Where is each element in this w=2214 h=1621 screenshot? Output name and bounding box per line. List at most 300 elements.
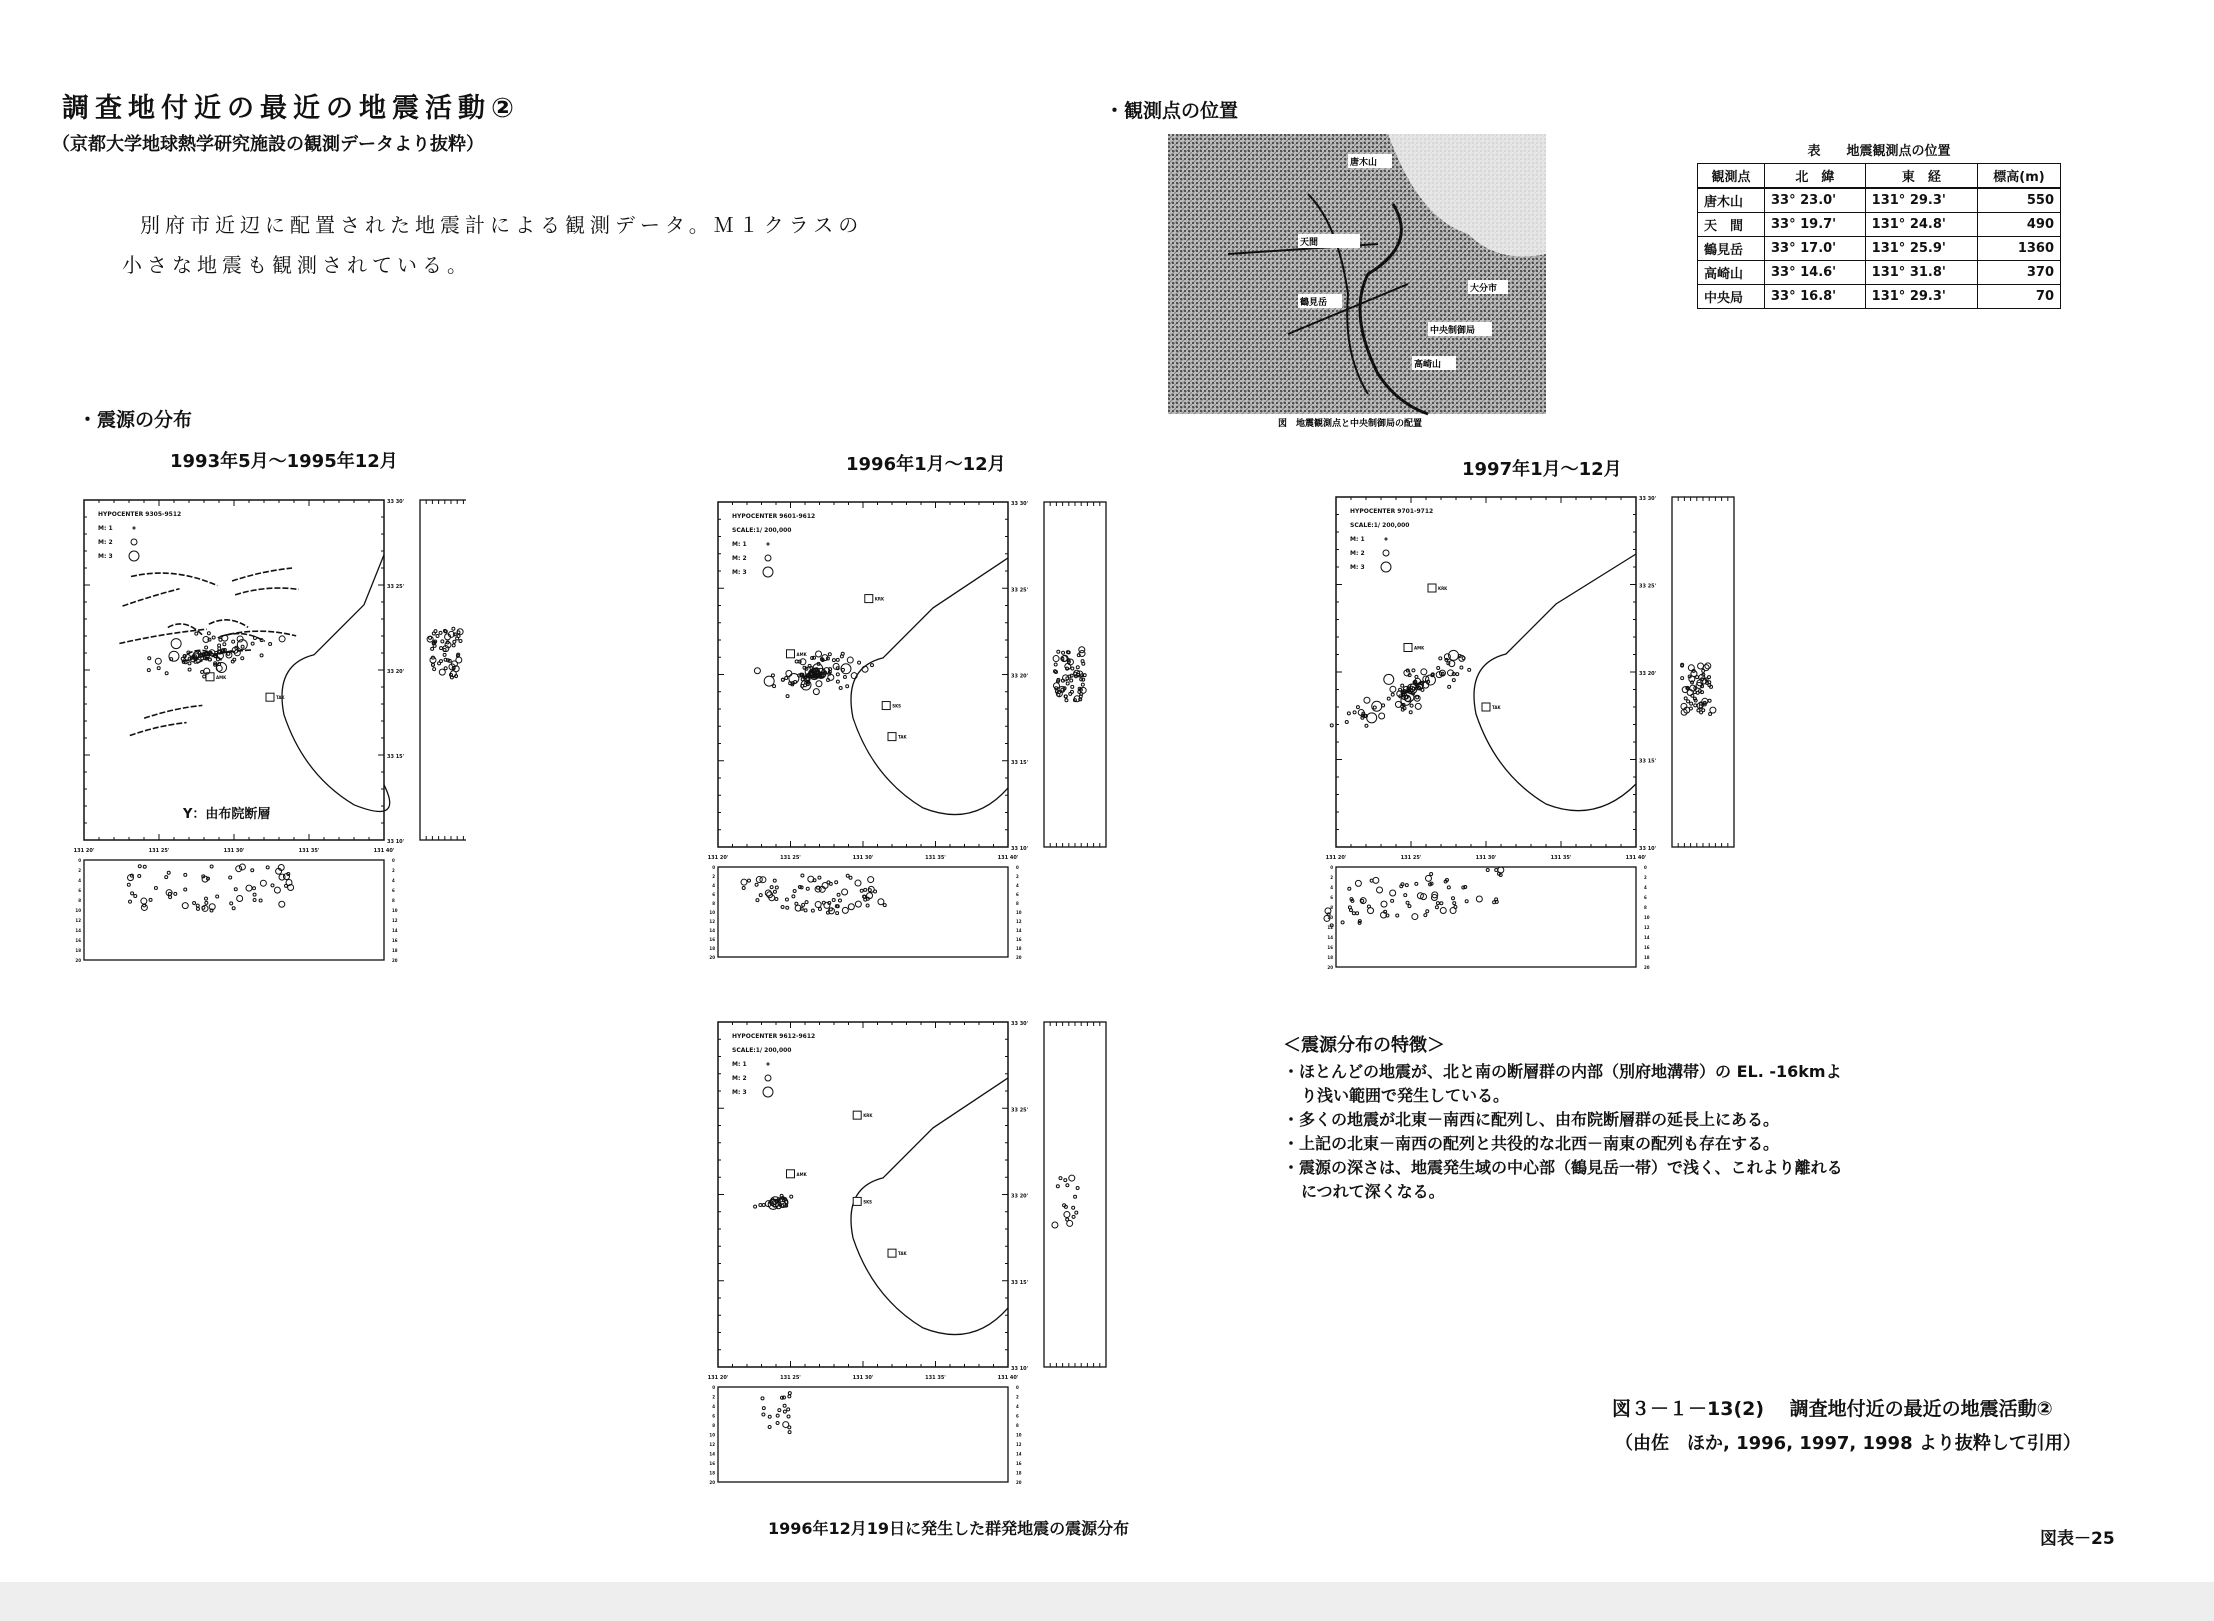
hypocenter-point [868, 889, 871, 892]
panel-scale: SCALE:1/ 200,000 [732, 527, 792, 534]
lon-tick-label: 131 25' [780, 1375, 801, 1381]
hypocenter-point [456, 657, 462, 663]
epicenter-point [847, 657, 853, 663]
hypocenter-point [184, 873, 187, 876]
hypocenter-point [826, 911, 829, 914]
hypocenter-point [835, 881, 838, 884]
epicenter-point [1330, 724, 1333, 727]
epicenter-point [828, 653, 831, 656]
feature-item: ・震源の深さは、地震発生域の中心部（鶴見岳一帯）で浅く、これより離れるにつれて深くなる。 [1283, 1158, 1843, 1201]
hypocenter-point [1373, 877, 1379, 883]
hypocenter-point [446, 641, 449, 644]
hypocenter-point [818, 876, 821, 879]
legend-symbol [763, 567, 773, 577]
epicenter-point [1382, 704, 1385, 707]
hypocenter-point [788, 1395, 791, 1398]
hypocenter-point [184, 888, 187, 891]
station-marker [787, 650, 795, 658]
hypocenter-point [756, 899, 759, 902]
hypocenter-point [239, 864, 245, 870]
epicenter-point [1364, 697, 1370, 703]
hypocenter-point [822, 901, 825, 904]
hypocenter-point [1390, 890, 1396, 896]
station-code: TAK [898, 1251, 907, 1257]
hypocenter-point [134, 895, 137, 898]
depth-tick-label: 2 [1016, 1394, 1019, 1400]
epicenter-point [773, 685, 776, 688]
map-label-karakiyama: 唐木山 [1350, 158, 1378, 168]
hypocenter-point [432, 632, 435, 635]
hypocenter-point [1361, 899, 1364, 902]
station-table-cell: 490 [1977, 213, 2060, 237]
station-marker [787, 1170, 795, 1178]
hypocenter-point [775, 897, 778, 900]
hypocenter-point [1064, 1205, 1067, 1208]
hypocenter-point [1070, 679, 1073, 682]
hypocenter-point [1348, 906, 1351, 909]
hypocenter-point [1687, 700, 1690, 703]
depth-tick-label: 14 [1327, 935, 1333, 940]
hypocenter-point [1698, 690, 1701, 693]
hypocenter-point [842, 907, 848, 913]
station-table-row [1698, 213, 2061, 237]
station-marker [853, 1197, 861, 1205]
depth-tick-label: 14 [709, 928, 715, 933]
hypocenter-point [1072, 1206, 1075, 1209]
hypocenter-point [773, 890, 776, 893]
lat-tick-label: 33 10' [387, 839, 405, 845]
hypocenter-point [770, 886, 773, 889]
hypocenter-point [149, 898, 152, 901]
epicenter-point [836, 680, 839, 683]
station-table-cell: 131° 24.8' [1865, 213, 1977, 237]
hypocenter-panel-3 [1318, 485, 1798, 985]
legend-label: M: 1 [732, 1061, 747, 1068]
station-table-caption: 表 地震観測点の位置 [1807, 144, 1951, 159]
hypocenter-point [127, 883, 130, 886]
epicenter-point [203, 675, 206, 678]
depth-tick-label: 20 [1644, 965, 1650, 970]
hypocenter-point [1054, 663, 1057, 666]
epicenter-point [816, 681, 822, 687]
lon-tick-label: 131 40' [373, 848, 395, 854]
hypocenter-point [167, 871, 170, 874]
fault-line [209, 620, 248, 627]
depth-tick-label: 12 [1016, 919, 1022, 924]
lat-tick-label: 33 25' [387, 584, 405, 590]
station-table-cell: 鶴見岳 [1698, 237, 1765, 261]
hypocenter-point [1075, 1211, 1078, 1214]
hypocenter-point [443, 653, 446, 656]
epicenter-point [155, 658, 161, 664]
depth-tick-label: 18 [1016, 946, 1022, 951]
lon-tick-label: 131 40' [997, 1375, 1019, 1381]
epicenter-point [218, 644, 221, 647]
epicenter-point [207, 632, 210, 635]
depth-tick-label: 16 [1644, 945, 1650, 950]
hypocenter-point [439, 631, 442, 634]
depth-tick-label: 0 [712, 1385, 715, 1390]
epicenter-point [241, 645, 244, 648]
depth-tick-label: 20 [75, 958, 81, 963]
hypocenter-point [1081, 683, 1084, 686]
lat-tick-label: 33 25' [1639, 583, 1657, 590]
station-code: KRK [863, 1113, 873, 1119]
hypocenter-point [837, 893, 840, 896]
station-table-cell: 天 間 [1698, 213, 1765, 237]
legend-label: M: 2 [98, 539, 113, 546]
hypocenter-point [1440, 908, 1446, 914]
hypocenter-point [855, 880, 861, 886]
epicenter-point [1405, 696, 1408, 699]
legend-label: M: 3 [98, 553, 113, 560]
hypocenter-point [1076, 666, 1079, 669]
epicenter-point [1367, 713, 1377, 723]
epicenter-point [269, 643, 272, 646]
lat-tick-label: 33 15' [1639, 758, 1657, 765]
depth-tick-label: 0 [392, 858, 395, 863]
hypocenter-point [131, 892, 134, 895]
depth-tick-label: 12 [1327, 925, 1333, 930]
hypocenter-panel-4 [700, 1010, 1170, 1510]
epicenter-point [1409, 711, 1412, 714]
depth-tick-label: 4 [1644, 885, 1647, 890]
station-table-header-cell: 標高(m) [1977, 164, 2060, 189]
hypocenter-point [433, 668, 436, 671]
depth-tick-label: 10 [709, 910, 715, 915]
hypocenter-point [279, 874, 285, 880]
station-table-cell: 33° 23.0' [1764, 188, 1865, 213]
coastline [851, 1078, 1008, 1335]
depth-tick-label: 6 [1016, 892, 1019, 897]
station-table-cell: 唐木山 [1698, 188, 1765, 213]
epicenter-point [170, 658, 173, 661]
epicenter-point [829, 668, 832, 671]
epicenter-point [188, 668, 191, 671]
hypocenter-point [1699, 705, 1702, 708]
hypocenter-point [788, 1392, 791, 1395]
hypocenter-point [801, 874, 804, 877]
depth-tick-label: 2 [78, 868, 81, 873]
hypocenter-point [855, 901, 861, 907]
hypocenter-point [1066, 667, 1069, 670]
hypocenter-point [1430, 873, 1433, 876]
hypocenter-point [444, 667, 447, 670]
epicenter-point [1387, 697, 1390, 700]
epicenter-point [808, 664, 811, 667]
fault-line [235, 588, 299, 595]
panel-header: HYPOCENTER 9601-9612 [732, 513, 816, 520]
epicenter-point [227, 652, 230, 655]
hypocenter-point [1415, 882, 1418, 885]
epicenter-point [195, 632, 198, 635]
depth-tick-label: 12 [709, 1442, 715, 1447]
depth-tick-label: 8 [1016, 901, 1019, 906]
hypocenter-point [1069, 1175, 1075, 1181]
lon-tick-label: 131 40' [1625, 855, 1647, 861]
epicenter-point [218, 662, 221, 665]
hypocenter-point [1066, 1184, 1069, 1187]
hypocenter-point [1486, 869, 1489, 872]
station-table-cell: 370 [1977, 261, 2060, 285]
epicenter-point [1391, 693, 1394, 696]
hypocenter-point [1710, 685, 1713, 688]
page-title: 調査地付近の最近の地震活動② [62, 93, 520, 124]
station-table-cell: 33° 16.8' [1764, 285, 1865, 309]
hypocenter-point [1694, 704, 1697, 707]
depth-tick-label: 10 [1016, 1432, 1022, 1438]
hypocenter-point [783, 1422, 789, 1428]
hypocenter-point [1408, 905, 1411, 908]
depth-tick-label: 2 [392, 868, 395, 873]
depth-tick-label: 18 [709, 946, 715, 951]
hypocenter-point [1082, 678, 1085, 681]
station-code: AMK [796, 651, 807, 657]
lon-tick-label: 131 35' [925, 1375, 946, 1381]
hypocenter-point [813, 879, 816, 882]
period-label-2: 1996年1月～12月 [846, 454, 1006, 475]
epicenter-point [241, 657, 244, 660]
depth-tick-label: 10 [709, 1432, 715, 1438]
hypocenter-point [1057, 650, 1060, 653]
epicenter-point [862, 666, 868, 672]
hypocenter-point [759, 894, 762, 897]
hypocenter-point [787, 1415, 790, 1418]
lat-tick-label: 33 20' [1011, 1193, 1029, 1200]
epicenter-point [1437, 667, 1440, 670]
hypocenter-point [1065, 699, 1068, 702]
hypocenter-point [429, 636, 432, 639]
hypocenter-point [1405, 884, 1408, 887]
map-label-central-station: 中央制御局 [1430, 326, 1476, 336]
hypocenter-point [1453, 902, 1456, 905]
hypocenter-point [182, 903, 188, 909]
epicenter-point [827, 679, 830, 682]
station-table-cell: 550 [1977, 188, 2060, 213]
hypocenter-point [246, 885, 252, 891]
epicenter-point [754, 1205, 757, 1208]
epicenter-point [165, 672, 168, 675]
hypocenter-point [864, 888, 867, 891]
hypocenter-point [788, 1431, 791, 1434]
station-marker [865, 595, 873, 603]
hypocenter-point [1069, 692, 1072, 695]
hypocenter-point [846, 874, 849, 877]
lon-tick-label: 131 30' [1475, 855, 1497, 861]
epicenter-point [790, 1195, 793, 1198]
epicenter-point [1410, 704, 1413, 707]
station-table-header-cell: 観測点 [1698, 164, 1765, 189]
hypocenter-point [441, 640, 444, 643]
hypocenter-point [783, 1410, 786, 1413]
lon-tick-label: 131 40' [997, 855, 1019, 861]
lon-tick-label: 131 25' [1400, 855, 1422, 861]
hypocenter-point [795, 902, 798, 905]
hypocenter-point [868, 877, 874, 883]
epicenter-point [188, 662, 191, 665]
coastline [1474, 554, 1636, 811]
lon-tick-label: 131 20' [73, 848, 95, 854]
depth-tick-label: 10 [1016, 910, 1022, 915]
station-code: TAK [898, 734, 907, 740]
hypocenter-point [1053, 683, 1059, 689]
features-box [1283, 1034, 1843, 1204]
epicenter-point [762, 1203, 765, 1206]
epicenter-point [871, 664, 874, 667]
epicenter-point [208, 658, 211, 661]
depth-tick-label: 20 [392, 958, 398, 963]
epicenter-point [813, 689, 819, 695]
lat-tick-label: 33 20' [1011, 673, 1029, 680]
hypocenter-point [842, 889, 848, 895]
map-frame [84, 500, 384, 840]
lat-tick-label: 33 25' [1011, 1107, 1029, 1114]
hypocenter-point [832, 898, 835, 901]
hypocenter-point [762, 1407, 765, 1410]
hypocenter-point [1412, 914, 1418, 920]
epicenter-point [214, 655, 217, 658]
station-marker [1482, 703, 1490, 711]
lat-tick-label: 33 15' [1011, 759, 1029, 766]
hypocenter-point [762, 1413, 765, 1416]
hypocenter-panel-2 [700, 490, 1170, 970]
hypocenter-point [811, 909, 814, 912]
panel-header: HYPOCENTER 9612-9612 [732, 1033, 816, 1040]
hypocenter-point [1052, 1222, 1058, 1228]
hypocenter-point [1435, 906, 1438, 909]
station-table-cell: 131° 29.3' [1865, 285, 1977, 309]
period-label-3: 1997年1月～12月 [1462, 459, 1622, 480]
hypocenter-point [253, 898, 256, 901]
hypocenter-point [138, 865, 141, 868]
hypocenter-point [1404, 894, 1407, 897]
hypocenter-point [1690, 702, 1693, 705]
fault-line [119, 629, 206, 643]
map-label-tenma: 天間 [1300, 238, 1319, 248]
legend-symbol [131, 539, 137, 545]
epicenter-point [1345, 720, 1348, 723]
depth-tick-label: 14 [709, 1451, 715, 1457]
epicenter-point [840, 655, 843, 658]
lon-tick-label: 131 30' [852, 1375, 874, 1381]
depth-tick-label: 16 [392, 938, 398, 943]
feature-item: ・上記の北東－南西の配列と共役的な北西－南東の配列も存在する。 [1283, 1134, 1780, 1153]
page-number: 図表－25 [2040, 1529, 2115, 1549]
lat-tick-label: 33 30' [1011, 501, 1029, 507]
hypocenter-point [1400, 885, 1403, 888]
depth-tick-label: 8 [712, 901, 715, 906]
lat-tick-label: 33 20' [387, 669, 405, 675]
hypocenter-point [1067, 651, 1070, 654]
hypocenter-point [768, 1426, 771, 1429]
depth-tick-label: 18 [1327, 955, 1333, 960]
lon-tick-label: 131 25' [780, 855, 801, 861]
hypocenter-point [453, 640, 456, 643]
hypocenter-point [1367, 905, 1370, 908]
hypocenter-point [1425, 875, 1431, 881]
page-subtitle: （京都大学地球熱学研究施設の観測データより抜粋） [52, 134, 484, 155]
epicenter-point [786, 671, 792, 677]
hypocenter-panel-1 [66, 488, 466, 978]
legend-label: M: 1 [98, 525, 113, 532]
hypocenter-point [1352, 912, 1355, 915]
depth-tick-label: 16 [1016, 937, 1022, 942]
depth-tick-label: 8 [1330, 905, 1333, 910]
epicenter-point [1410, 689, 1413, 692]
epicenter-point [232, 640, 235, 643]
depth-tick-label: 10 [392, 908, 398, 913]
depth-tick-label: 0 [1016, 1385, 1019, 1390]
hypocenter-point [439, 669, 445, 675]
depth-tick-label: 10 [75, 908, 81, 913]
epicenter-point [832, 659, 835, 662]
depth-section-ns [1044, 502, 1106, 847]
station-marker [853, 1111, 861, 1119]
hypocenter-point [204, 897, 207, 900]
lat-tick-label: 33 15' [1011, 1279, 1029, 1286]
depth-tick-label: 14 [392, 928, 398, 933]
hypocenter-point [457, 635, 460, 638]
depth-tick-label: 16 [709, 1461, 715, 1466]
depth-tick-label: 2 [712, 874, 715, 879]
hypocenter-point [781, 905, 784, 908]
epicenter-point [201, 657, 204, 660]
legend-symbol [763, 1087, 773, 1097]
fault-line [123, 589, 180, 606]
hypocenter-point [1691, 694, 1694, 697]
scan-bottom-strip [0, 1582, 2214, 1621]
hypocenter-point [787, 1408, 790, 1411]
depth-tick-label: 6 [1016, 1413, 1019, 1419]
lon-tick-label: 131 35' [925, 855, 946, 861]
hypocenter-point [838, 899, 841, 902]
hypocenter-point [196, 904, 199, 907]
depth-tick-label: 18 [1644, 955, 1650, 960]
depth-tick-label: 8 [1016, 1423, 1019, 1428]
station-marker [888, 1249, 896, 1257]
features-heading: ＜震源分布の特徴＞ [1283, 1035, 1445, 1056]
hypocenter-point [741, 879, 747, 885]
epicenter-point [169, 651, 179, 661]
epicenter-point [1361, 714, 1364, 717]
map-frame [718, 1022, 1008, 1367]
depth-tick-label: 20 [709, 955, 715, 960]
hypocenter-point [1476, 896, 1482, 902]
depth-tick-label: 4 [392, 878, 395, 883]
hypocenter-point [1077, 654, 1080, 657]
hypocenter-point [154, 886, 157, 889]
depth-tick-label: 18 [1016, 1470, 1022, 1476]
fault-line [232, 568, 292, 581]
hypocenter-point [1688, 665, 1694, 671]
hypocenter-point [848, 904, 854, 910]
depth-tick-label: 4 [712, 883, 715, 888]
hypocenter-point [210, 865, 213, 868]
hypocenter-point [849, 876, 852, 879]
station-code: KRK [874, 596, 885, 602]
map-label-oita: 大分市 [1470, 284, 1498, 294]
hypocenter-point [1082, 662, 1085, 665]
hypocenter-point [436, 634, 439, 637]
hypocenter-point [174, 892, 177, 895]
epicenter-point [836, 673, 839, 676]
map-caption: 図 地震観測点と中央制御局の配置 [1278, 419, 1423, 429]
epicenter-point [1356, 706, 1359, 709]
depth-tick-label: 18 [392, 948, 398, 953]
hypocenter-point [1681, 677, 1684, 680]
panel-header: HYPOCENTER 9305-9512 [98, 511, 182, 518]
hypocenter-point [1426, 910, 1429, 913]
